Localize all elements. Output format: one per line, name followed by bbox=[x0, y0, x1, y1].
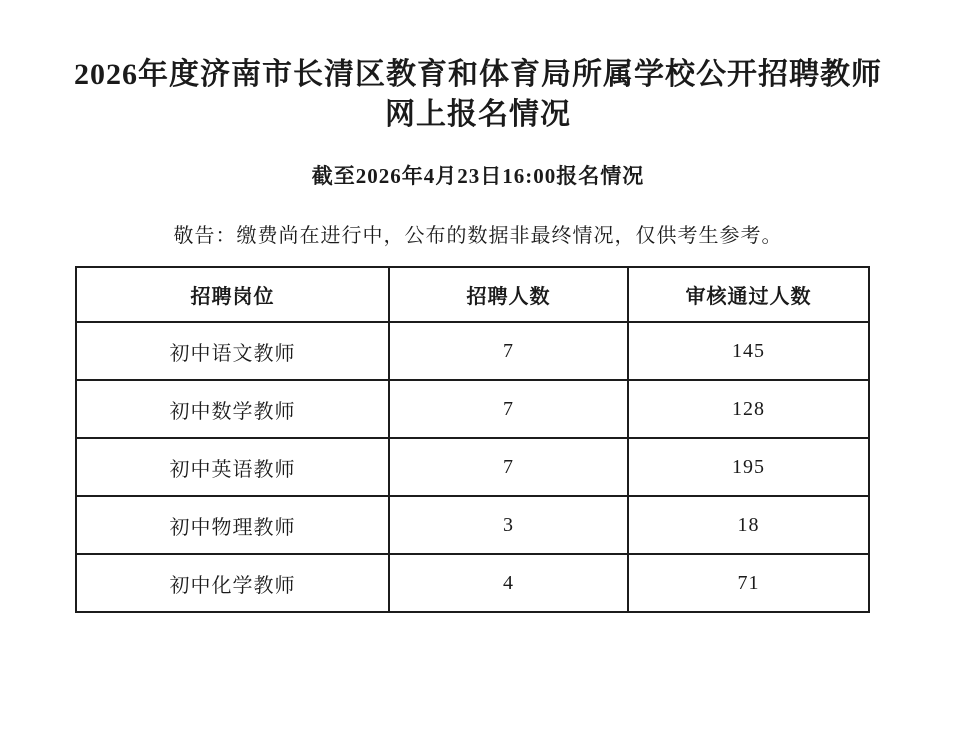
table-cell: 初中数学教师 bbox=[76, 380, 389, 438]
table-column-header-2: 审核通过人数 bbox=[628, 267, 869, 322]
table-cell: 145 bbox=[628, 322, 869, 380]
table-body bbox=[76, 322, 869, 612]
table-cell: 初中化学教师 bbox=[76, 554, 389, 612]
table-column-header-0: 招聘岗位 bbox=[76, 267, 389, 322]
table-row bbox=[76, 438, 869, 496]
table-cell: 初中物理教师 bbox=[76, 496, 389, 554]
table-header-row bbox=[76, 267, 869, 322]
table-cell: 初中语文教师 bbox=[76, 322, 389, 380]
page-title bbox=[0, 55, 956, 135]
table-cell: 7 bbox=[389, 438, 628, 496]
table-row bbox=[76, 322, 869, 380]
document-page bbox=[0, 55, 956, 742]
table-cell: 71 bbox=[628, 554, 869, 612]
recruitment-table bbox=[75, 266, 870, 613]
table-row bbox=[76, 554, 869, 612]
table-cell: 7 bbox=[389, 322, 628, 380]
page-title-line-2: 网上报名情况 bbox=[385, 98, 571, 131]
report-cutoff-subtitle: 截至2026年4月23日16:00报名情况 bbox=[311, 164, 645, 188]
table-row bbox=[76, 380, 869, 438]
page-title-line-1: 2026年度济南市长清区教育和体育局所属学校公开招聘教师 bbox=[74, 58, 882, 91]
notice-text: 敬告：缴费尚在进行中，公布的数据非最终情况，仅供考生参考。 bbox=[173, 225, 783, 247]
table-cell: 195 bbox=[628, 438, 869, 496]
table-cell: 18 bbox=[628, 496, 869, 554]
table-cell: 4 bbox=[389, 554, 628, 612]
table-cell: 128 bbox=[628, 380, 869, 438]
table-column-header-1: 招聘人数 bbox=[389, 267, 628, 322]
table-row bbox=[76, 496, 869, 554]
table-cell: 3 bbox=[389, 496, 628, 554]
table-cell: 初中英语教师 bbox=[76, 438, 389, 496]
table-cell: 7 bbox=[389, 380, 628, 438]
